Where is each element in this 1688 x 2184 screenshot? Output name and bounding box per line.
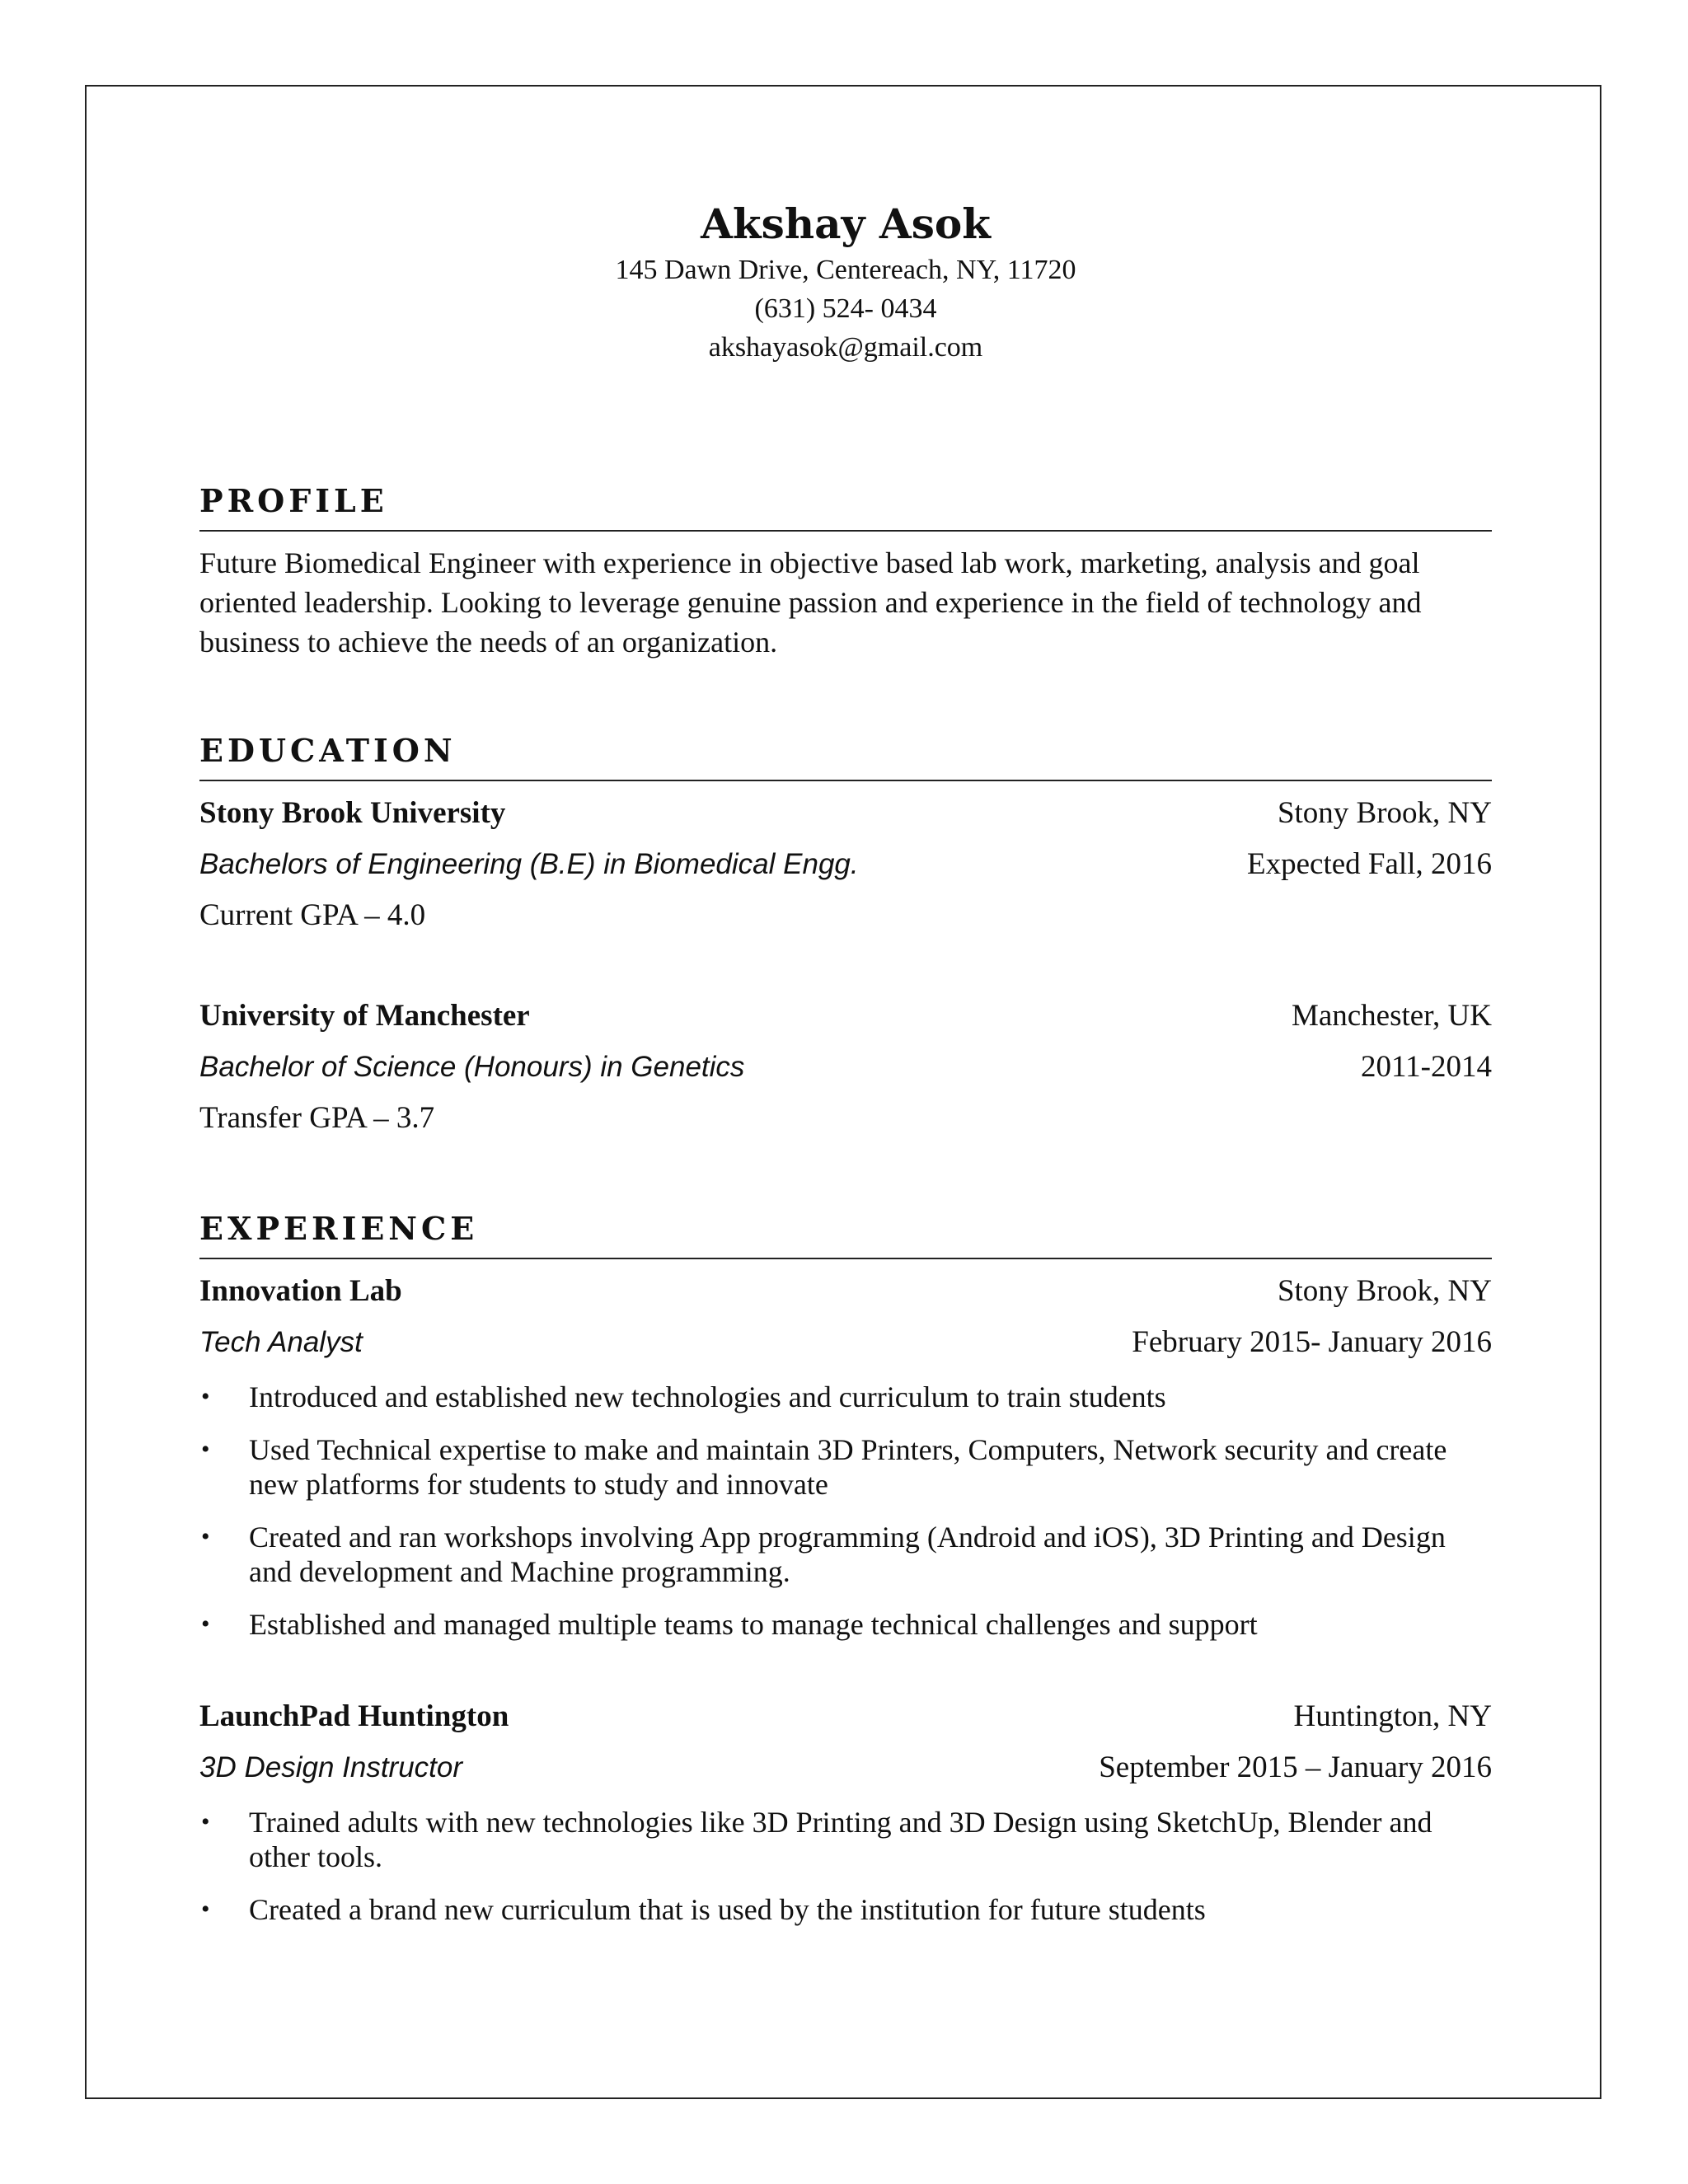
list-item — [199, 1432, 1492, 1502]
degree: Bachelors of Engineering (B.E) in Biomedical Engg. — [199, 848, 859, 880]
school-name: University of Manchester — [199, 999, 530, 1033]
experience-role-row — [199, 1742, 1492, 1793]
education-degree-row — [199, 1042, 1492, 1093]
school-location: Stony Brook, NY — [1277, 796, 1492, 830]
email: akshayasok@gmail.com — [708, 332, 983, 363]
candidate-name: Akshay Asok — [701, 199, 991, 248]
experience-entry — [199, 1266, 1492, 1642]
bullet-glyph: • — [201, 1896, 210, 1923]
education-header-row — [199, 788, 1492, 839]
address: 145 Dawn Drive, Centereach, NY, 11720 — [615, 255, 1076, 285]
section-title-experience: EXPERIENCE — [199, 1208, 1492, 1259]
experience-header-row — [199, 1691, 1492, 1742]
bullet-glyph: • — [201, 1610, 210, 1638]
job-dates: September 2015 – January 2016 — [1099, 1750, 1492, 1784]
list-item-text: Created a brand new curriculum that is used by the institution for future students — [249, 1893, 1206, 1926]
education-header-row — [199, 991, 1492, 1042]
list-item-text: Trained adults with new technologies like 3D Printing and 3D Design using SketchUp, Blender and other tools. — [249, 1806, 1432, 1873]
job-title: Tech Analyst — [199, 1326, 363, 1358]
section-title-profile: PROFILE — [199, 480, 1492, 532]
experience-header-row — [199, 1266, 1492, 1317]
list-item-text: Established and managed multiple teams to manage technical challenges and support — [249, 1608, 1258, 1641]
experience-entry — [199, 1691, 1492, 1927]
responsibility-list — [199, 1380, 1492, 1642]
list-item-text: Introduced and established new technologies and curriculum to train students — [249, 1380, 1166, 1413]
job-title: 3D Design Instructor — [199, 1751, 463, 1783]
education-entry — [199, 788, 1492, 941]
list-item — [199, 1380, 1492, 1414]
list-item-text: Used Technical expertise to make and maintain 3D Printers, Computers, Network security and create new platforms for students to study and innovate — [249, 1433, 1447, 1501]
list-item — [199, 1892, 1492, 1927]
organization-location: Stony Brook, NY — [1277, 1274, 1492, 1308]
organization-name: LaunchPad Huntington — [199, 1699, 509, 1733]
experience-section — [199, 1208, 1492, 1927]
phone: (631) 524- 0434 — [754, 293, 937, 324]
education-date: Expected Fall, 2016 — [1247, 847, 1492, 881]
education-section — [199, 730, 1492, 1144]
list-item — [199, 1805, 1492, 1874]
experience-role-row — [199, 1317, 1492, 1368]
gpa: Current GPA – 4.0 — [199, 898, 426, 932]
bullet-glyph: • — [201, 1383, 210, 1410]
bullet-glyph: • — [201, 1523, 210, 1550]
education-entry — [199, 991, 1492, 1144]
bullet-glyph: • — [201, 1808, 210, 1835]
organization-location: Huntington, NY — [1293, 1699, 1492, 1733]
profile-text: Future Biomedical Engineer with experience in objective based lab work, marketing, analysis and goal oriented leadership. Looking to leverage genuine passion and experience in the field of technology and business to achieve the needs of an organization. — [199, 546, 1422, 658]
school-location: Manchester, UK — [1291, 999, 1492, 1033]
list-item — [199, 1520, 1492, 1589]
list-item-text: Created and ran workshops involving App programming (Android and iOS), 3D Printing and Design and development and Machine programming. — [249, 1521, 1446, 1588]
school-name: Stony Brook University — [199, 796, 506, 830]
gpa: Transfer GPA – 3.7 — [199, 1101, 435, 1135]
responsibility-list — [199, 1805, 1492, 1927]
section-title-education: EDUCATION — [199, 730, 1492, 781]
education-degree-row — [199, 839, 1492, 890]
resume-header — [199, 198, 1492, 367]
profile-section — [199, 480, 1492, 662]
education-date: 2011-2014 — [1361, 1050, 1492, 1084]
degree: Bachelor of Science (Honours) in Genetics — [199, 1051, 745, 1083]
job-dates: February 2015- January 2016 — [1132, 1325, 1492, 1359]
bullet-glyph: • — [201, 1436, 210, 1463]
list-item — [199, 1607, 1492, 1642]
organization-name: Innovation Lab — [199, 1274, 402, 1308]
